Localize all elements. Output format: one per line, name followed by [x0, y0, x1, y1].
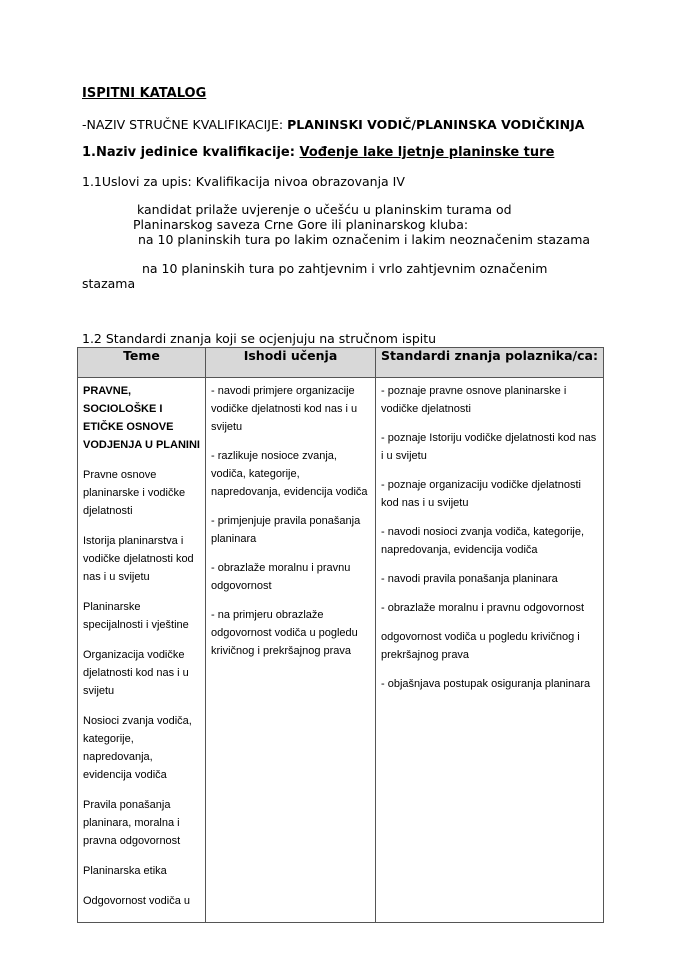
- unit-name: Vođenje lake ljetnje planinske ture: [299, 145, 555, 160]
- list-item: Organizacija vodičke djelatnosti kod nas i u svijetu: [83, 649, 189, 697]
- condition-4b: stazama: [82, 276, 136, 291]
- topics-cell: [78, 378, 206, 923]
- unit-prefix: 1.Naziv jedinice kvalifikacije: [82, 145, 290, 160]
- standards-heading: 1.2 Standardi znanja koji se ocjenjuju na stručnom ispitu: [82, 331, 437, 346]
- list-item: Istorija planinarstva i vodičke djelatnosti kod nas i u svijetu: [83, 535, 194, 583]
- header-teme: Teme: [78, 348, 206, 378]
- condition-2: Planinarskog saveza Crne Gore ili planinarskog kluba:: [133, 217, 469, 232]
- list-item: - obrazlaže moralnu i pravnu odgovornost: [211, 562, 351, 592]
- list-item: - obrazlaže moralnu i pravnu odgovornost: [381, 602, 585, 614]
- list-item: - na primjeru obrazlaže odgovornost vodiča u pogledu krivičnog i prekršajnog prava: [211, 609, 358, 657]
- outcomes-cell: [206, 378, 376, 923]
- exam-catalog-table: [77, 347, 604, 923]
- list-item: - navodi pravila ponašanja planinara: [381, 573, 558, 585]
- list-item: - poznaje organizaciju vodičke djelatnosti kod nas i u svijetu: [381, 479, 581, 509]
- header-standardi: Standardi znanja polaznika/ca:: [376, 348, 604, 378]
- condition-4a: na 10 planinskih tura po zahtjevnim i vrlo zahtjevnim označenim: [142, 261, 548, 276]
- list-item: Planinarska etika: [83, 865, 167, 877]
- unit-colon: :: [289, 145, 300, 160]
- list-item: - primjenjuje pravila ponašanja planinara: [211, 515, 361, 545]
- qualification-prefix: -NAZIV STRUČNE KVALIFIKACIJE:: [82, 117, 288, 132]
- conditions-line: 1.1Uslovi za upis: Kvalifikacija nivoa obrazovanja IV: [82, 174, 405, 189]
- list-item: - navodi nosioci zvanja vodiča, kategorije, napredovanja, evidencija vodiča: [381, 526, 585, 556]
- list-item: odgovornost vodiča u pogledu krivičnog i prekršajnog prava: [381, 631, 580, 661]
- qualification-name: PLANINSKI VODIČ/PLANINSKA VODIČKINJA: [287, 117, 585, 132]
- list-item: - navodi primjere organizacije vodičke djelatnosti kod nas i u svijetu: [211, 385, 358, 433]
- list-item: - objašnjava postupak osiguranja planinara: [381, 678, 591, 690]
- topic-heading: PRAVNE, SOCIOLOŠKE I ETIČKE OSNOVE VODJENJA U PLANINI: [83, 385, 200, 451]
- list-item: - poznaje pravne osnove planinarske i vodičke djelatnosti: [381, 385, 567, 415]
- condition-3: na 10 planinskih tura po lakim označenim i lakim neoznačenim stazama: [138, 232, 591, 247]
- list-item: Pravila ponašanja planinara, moralna i pravna odgovornost: [83, 799, 181, 847]
- list-item: Nosioci zvanja vodiča, kategorije, napredovanja, evidencija vodiča: [83, 715, 192, 781]
- header-ishodi: Ishodi učenja: [206, 348, 376, 378]
- list-item: - razlikuje nosioce zvanja, vodiča, kategorije, napredovanja, evidencija vodiča: [211, 450, 368, 498]
- table-header-row: [78, 348, 604, 378]
- document-title: ISPITNI KATALOG: [82, 86, 207, 101]
- list-item: Pravne osnove planinarske i vodičke djelatnosti: [83, 469, 186, 517]
- unit-line: [82, 145, 554, 160]
- table-row: [78, 378, 604, 923]
- list-item: Odgovornost vodiča u: [83, 895, 191, 907]
- qualification-line: [82, 117, 584, 132]
- condition-1: kandidat prilaže uvjerenje o učešću u planinskim turama od: [137, 202, 512, 217]
- list-item: - poznaje Istoriju vodičke djelatnosti kod nas i u svijetu: [381, 432, 597, 462]
- standards-cell: [376, 378, 604, 923]
- list-item: Planinarske specijalnosti i vještine: [83, 601, 189, 631]
